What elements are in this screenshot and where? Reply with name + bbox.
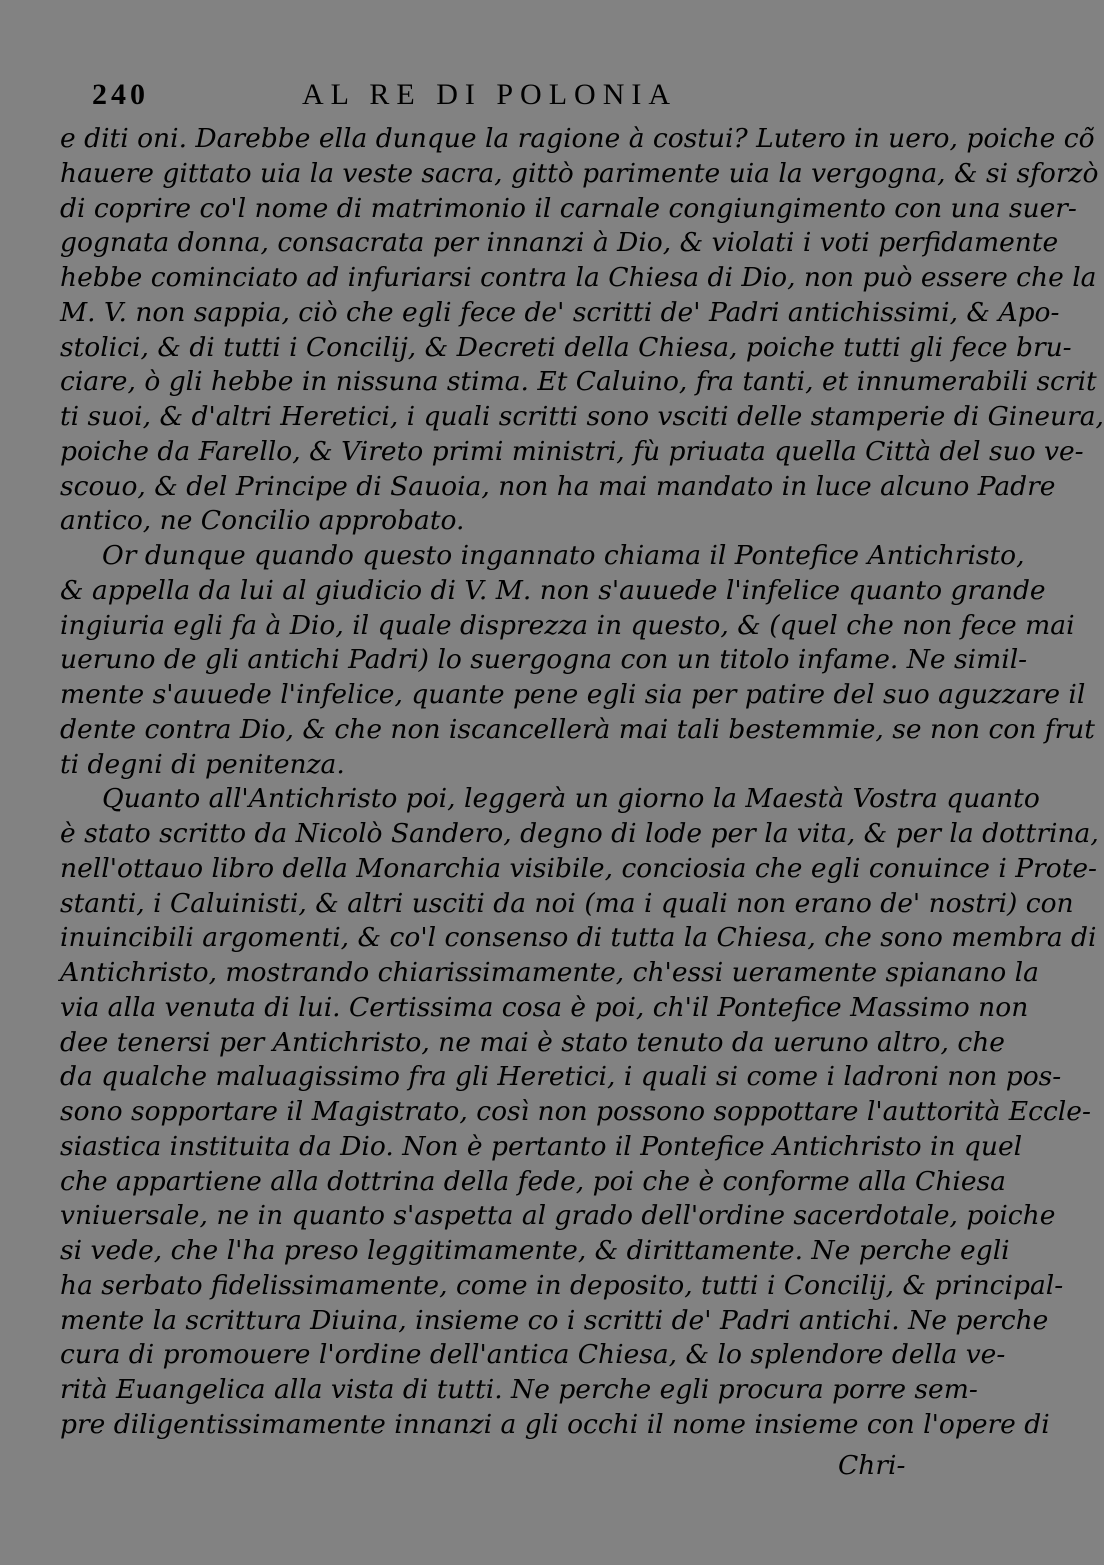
text-line: inuincibili argomenti, & co'l consenso di tutta la Chiesa, che sono membra di [60, 922, 1097, 954]
text-line: vniuersale, ne in quanto s'aspetta al grado dell'ordine sacerdotale, poiche [60, 1200, 1056, 1232]
body-text [60, 122, 1104, 1443]
text-line: stolici, & di tutti i Concilij, & Decreti della Chiesa, poiche tutti gli fece bru- [60, 331, 1072, 363]
text-line: è stato scritto da Nicolò Sandero, degno di lode per la vita, & per la dottrina, [60, 818, 1099, 849]
text-line: ueruno de gli antichi Padri) lo suergogna con un titolo infame. Ne simil- [60, 644, 1028, 676]
text-line: Or dunque quando questo ingannato chiama il Pontefice Antichristo, [102, 540, 1025, 571]
text-line: M. V. non sappia, ciò che egli fece de' scritti de' Padri antichissimi, & Apo- [60, 296, 1060, 328]
text-line: & appella da lui al giudicio di V. M. non s'auuede l'infelice quanto grande [60, 574, 1046, 606]
text-line: ti degni di penitenza. [60, 748, 345, 780]
text-line: dente contra Dio, & che non iscancellerà mai tali bestemmie, se non con frut [60, 713, 1095, 745]
text-line: ciare, ò gli hebbe in nissuna stima. Et Caluino, fra tanti, et innumerabili scrit [60, 366, 1097, 398]
text-line: dee tenersi per Antichristo, ne mai è stato tenuto da ueruno altro, che [60, 1026, 1005, 1058]
text-line: mente la scrittura Diuina, insieme co i scritti de' Padri antichi. Ne perche [60, 1304, 1049, 1336]
text-line: nell'ottauo libro della Monarchia visibile, conciosia che egli conuince i Prote- [60, 852, 1097, 884]
text-line: gognata donna, consacrata per innanzi à Dio, & violati i voti perfidamente [60, 227, 1059, 259]
text-line: hebbe cominciato ad infuriarsi contra la Chiesa di Dio, non può essere che la [60, 262, 1097, 293]
text-line: sono sopportare il Magistrato, così non possono soppottare l'auttorità Eccle- [60, 1096, 1091, 1127]
text-line: pre diligentissimamente innanzi a gli occhi il nome insieme con l'opere di [60, 1408, 1050, 1440]
text-line: poiche da Farello, & Vireto primi ministri, fù priuata quella Città del suo ve- [60, 435, 1084, 467]
page-header [92, 78, 732, 118]
text-line: siastica instituita da Dio. Non è pertanto il Pontefice Antichristo in quel [60, 1130, 1023, 1162]
text-line: rità Euangelica alla vista di tutti. Ne perche egli procura porre sem- [60, 1374, 978, 1405]
text-line: cura di promouere l'ordine dell'antica Chiesa, & lo splendore della ve- [60, 1339, 1006, 1371]
text-line: Antichristo, mostrando chiarissimamente, ch'essi ueramente spianano la [60, 957, 1039, 988]
text-line: di coprire co'l nome di matrimonio il carnale congiungimento con una suer- [60, 192, 1077, 224]
text-line: via alla venuta di lui. Certissima cosa è poi, ch'il Pontefice Massimo non [60, 991, 1029, 1023]
text-line: Quanto all'Antichristo poi, leggerà un giorno la Maestà Vostra quanto [102, 783, 1040, 815]
text-line: antico, ne Concilio approbato. [60, 505, 465, 537]
text-line: si vede, che l'ha preso leggitimamente, & dirittamente. Ne perche egli [60, 1235, 1010, 1266]
page-number: 240 [92, 78, 149, 111]
text-line: e diti oni. Darebbe ella dunque la ragione à costui? Lutero in uero, poiche cõ [60, 123, 1095, 154]
catchword: Chri- [838, 1450, 906, 1481]
text-line: stanti, i Caluinisti, & altri usciti da noi (ma i quali non erano de' nostri) con [60, 887, 1074, 919]
text-line: mente s'auuede l'infelice, quante pene egli sia per patire del suo aguzzare il [60, 679, 1086, 710]
text-line: da qualche maluagissimo fra gli Heretici, i quali si come i ladroni non pos- [60, 1061, 1062, 1093]
text-line: ingiuria egli fa à Dio, il quale disprezza in questo, & (quel che non fece mai [60, 609, 1075, 641]
text-line: hauere gittato uia la veste sacra, gittò parimente uia la vergogna, & si sforzò [60, 157, 1099, 189]
text-line: ha serbato fidelissimamente, come in deposito, tutti i Concilij, & principal- [60, 1269, 1064, 1301]
text-line: scouo, & del Principe di Sauoia, non ha mai mandato in luce alcuno Padre [60, 470, 1056, 502]
running-title: AL RE DI POLONIA [302, 78, 678, 111]
text-line: che appartiene alla dottrina della fede, poi che è conforme alla Chiesa [60, 1165, 1006, 1197]
text-line: ti suoi, & d'altri Heretici, i quali scritti sono vsciti delle stamperie di Gineura, [60, 401, 1104, 432]
